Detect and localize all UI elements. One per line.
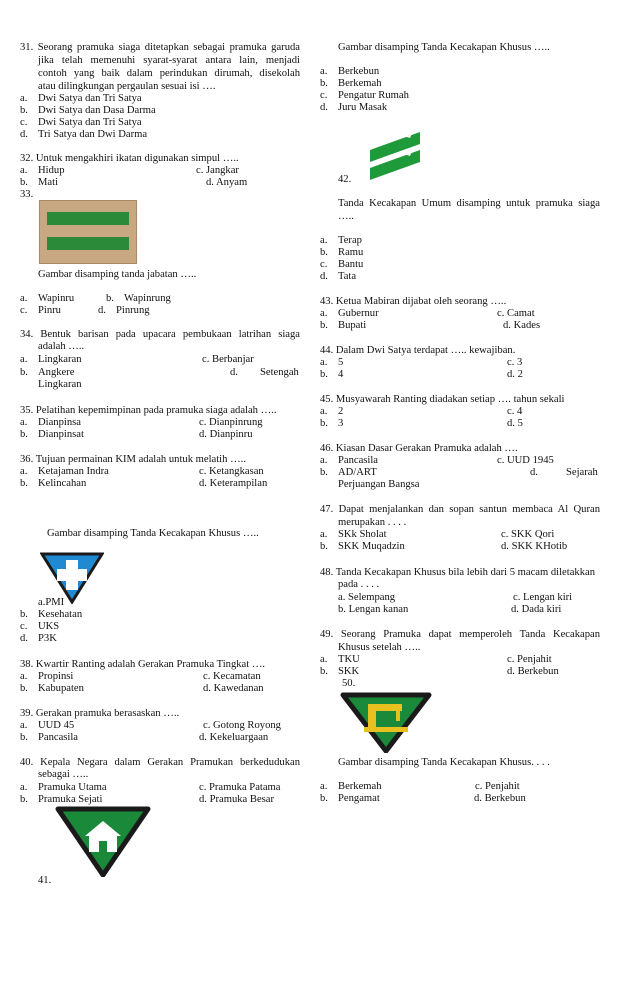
q39-opt-c[interactable]: c. Gotong Royong <box>203 720 281 731</box>
q42-opt-b-letter: b. <box>320 247 328 258</box>
q31-line3: contoh yang baik dalam perindukan dirumah, disekolah <box>38 68 300 79</box>
q35-opt-b[interactable]: Dianpinsat <box>38 429 84 440</box>
q40-opt-a-letter: a. <box>20 782 28 793</box>
q31-opt-c[interactable]: Dwi Satya dan Tri Satya <box>38 117 142 128</box>
q42-opt-b[interactable]: Ramu <box>338 247 364 258</box>
q41-number: 41. <box>38 875 52 886</box>
q38-question: 38. Kwartir Ranting adalah Gerakan Pramuka Tingkat …. <box>20 659 266 670</box>
q45-question: 45. Musyawarah Ranting diadakan setiap …. tahun sekali <box>320 394 565 405</box>
q41-opt-a-letter: a. <box>320 66 328 77</box>
q31-opt-d[interactable]: Tri Satya dan Dwi Darma <box>38 129 148 140</box>
q34-line2: adalah ….. <box>38 341 85 352</box>
q39-opt-a[interactable]: UUD 45 <box>38 720 75 731</box>
q33-opt-b-letter: b. <box>106 293 114 304</box>
q34-opt-a[interactable]: Lingkaran <box>38 354 82 365</box>
q37-caption: Gambar disamping Tanda Kecakapan Khusus ….. <box>47 528 259 539</box>
q47-opt-b[interactable]: SKK Muqadzin <box>338 541 405 552</box>
q35-opt-b-letter: b. <box>20 429 28 440</box>
q48-opt-c[interactable]: c. Lengan kiri <box>513 592 573 603</box>
q47-line1: 47. Dapat menjalankan dan sopan santun membaca Al Quran <box>320 504 600 515</box>
q44-opt-b[interactable]: 4 <box>338 369 344 380</box>
q33-opt-a[interactable]: Wapinru <box>38 293 75 304</box>
q33-number: 33. <box>20 189 34 200</box>
q41-opt-d-letter: d. <box>320 102 328 113</box>
q50-caption: Gambar disamping Tanda Kecakapan Khusus. . . . <box>338 757 550 768</box>
q37-opt-d-letter: d. <box>20 633 28 644</box>
q34-opt-d-cont: Lingkaran <box>38 379 82 390</box>
q46-opt-c[interactable]: c. UUD 1945 <box>497 455 554 466</box>
q44-opt-c[interactable]: c. 3 <box>507 357 523 368</box>
q46-opt-d-cont: Perjuangan Bangsa <box>338 479 420 490</box>
q42-line1: Tanda Kecakapan Umum disamping untuk pramuka siaga <box>338 198 600 209</box>
q33-opt-d[interactable]: Pinrung <box>116 305 150 316</box>
q31-line1: 31. Seorang pramuka siaga ditetapkan sebagai pramuka garuda <box>20 42 300 53</box>
q46-opt-b-letter: b. <box>320 467 328 478</box>
q45-opt-c[interactable]: c. 4 <box>507 406 523 417</box>
q38-opt-b-letter: b. <box>20 683 28 694</box>
q50-opt-b-letter: b. <box>320 793 328 804</box>
q44-opt-a[interactable]: 5 <box>338 357 344 368</box>
q50-opt-d[interactable]: d. Berkebun <box>474 793 526 804</box>
q42-opt-c-letter: c. <box>320 259 328 270</box>
q42-number: 42. <box>338 174 352 185</box>
camping-badge-image <box>55 805 151 877</box>
q32-opt-b[interactable]: Mati <box>38 177 59 188</box>
tailor-badge-image <box>340 691 432 753</box>
q31-opt-c-letter: c. <box>20 117 28 128</box>
rank-bars-image <box>39 200 137 264</box>
q38-opt-a-letter: a. <box>20 671 28 682</box>
q41-caption: Gambar disamping Tanda Kecakapan Khusus ….. <box>338 42 550 53</box>
q40-opt-a[interactable]: Pramuka Utama <box>38 782 107 793</box>
q37-opt-b[interactable]: Kesehatan <box>38 609 83 620</box>
q39-opt-b-letter: b. <box>20 732 28 743</box>
q43-opt-c[interactable]: c. Camat <box>497 308 535 319</box>
q37-opt-c[interactable]: UKS <box>38 621 60 632</box>
q37-opt-b-letter: b. <box>20 609 28 620</box>
q39-opt-d[interactable]: d. Kekeluargaan <box>199 732 269 743</box>
q43-opt-b-letter: b. <box>320 320 328 331</box>
q39-opt-a-letter: a. <box>20 720 28 731</box>
q32-question: 32. Untuk mengakhiri ikatan digunakan simpul ….. <box>20 153 239 164</box>
q45-opt-d[interactable]: d. 5 <box>507 418 523 429</box>
q35-opt-c[interactable]: c. Dianpinrung <box>199 417 263 428</box>
q34-line1: 34. Bentuk barisan pada upacara pembukaan latrihan siaga <box>20 329 300 340</box>
q32-opt-a[interactable]: Hidup <box>38 165 65 176</box>
q33-opt-a-letter: a. <box>20 293 28 304</box>
q41-opt-b[interactable]: Berkemah <box>338 78 382 89</box>
q31-line4: atau dilingkungan pergaulan sesuai isi …. <box>38 81 216 92</box>
first-aid-badge-image <box>40 548 104 604</box>
q49-opt-a[interactable]: TKU <box>338 654 360 665</box>
q45-opt-b[interactable]: 3 <box>338 418 344 429</box>
q34-opt-c[interactable]: c. Berbanjar <box>202 354 254 365</box>
q36-opt-d[interactable]: d. Keterampilan <box>199 478 268 489</box>
q46-opt-b[interactable]: AD/ART <box>338 467 377 478</box>
q42-opt-a[interactable]: Terap <box>338 235 362 246</box>
q46-opt-a-letter: a. <box>320 455 328 466</box>
q31-opt-b-letter: b. <box>20 105 28 116</box>
q48-opt-a[interactable]: a. Selempang <box>338 592 396 603</box>
q40-opt-b[interactable]: Pramuka Sejati <box>38 794 103 805</box>
tku-stripes-image <box>366 126 424 182</box>
q49-opt-b[interactable]: SKK <box>338 666 360 677</box>
q36-opt-b-letter: b. <box>20 478 28 489</box>
q46-opt-d-letter: d. <box>530 467 538 478</box>
q45-opt-b-letter: b. <box>320 418 328 429</box>
q49-opt-b-letter: b. <box>320 666 328 677</box>
q35-opt-a-letter: a. <box>20 417 28 428</box>
q43-opt-a-letter: a. <box>320 308 328 319</box>
q35-opt-d[interactable]: d. Dianpinru <box>199 429 253 440</box>
q47-opt-a[interactable]: SKk Sholat <box>338 529 387 540</box>
q48-line1: 48. Tanda Kecakapan Khusus bila lebih dari 5 macam diletakkan <box>320 567 595 578</box>
q38-opt-d[interactable]: d. Kawedanan <box>203 683 264 694</box>
q42-opt-c[interactable]: Bantu <box>338 259 364 270</box>
q41-opt-c-letter: c. <box>320 90 328 101</box>
q36-question: 36. Tujuan permainan KIM adalah untuk melatih ….. <box>20 454 246 465</box>
q34-opt-d[interactable]: Setengah <box>260 367 299 378</box>
q39-opt-b[interactable]: Pancasila <box>38 732 79 743</box>
q40-opt-b-letter: b. <box>20 794 28 805</box>
q44-opt-b-letter: b. <box>320 369 328 380</box>
q34-opt-b-letter: b. <box>20 367 28 378</box>
q33-opt-c-letter: c. <box>20 305 28 316</box>
q46-opt-d[interactable]: Sejarah <box>566 467 598 478</box>
q31-opt-a[interactable]: Dwi Satya dan Tri Satya <box>38 93 142 104</box>
q47-opt-a-letter: a. <box>320 529 328 540</box>
q43-opt-b[interactable]: Bupati <box>338 320 367 331</box>
q36-opt-b[interactable]: Kelincahan <box>38 478 87 489</box>
q34-opt-d-letter: d. <box>230 367 238 378</box>
q40-line1: 40. Kepala Negara dalam Gerakan Pramukan berkedudukan <box>20 757 300 768</box>
q43-opt-a[interactable]: Gubernur <box>338 308 379 319</box>
q44-opt-a-letter: a. <box>320 357 328 368</box>
q49-line2: Khusus setelah ….. <box>338 642 421 653</box>
q50-opt-a[interactable]: Berkemah <box>338 781 382 792</box>
q40-line2: sebagai ….. <box>38 769 89 780</box>
q34-opt-b[interactable]: Angkere <box>38 367 75 378</box>
q43-question: 43. Ketua Mabiran dijabat oleh seorang ….. <box>320 296 507 307</box>
q47-opt-d[interactable]: d. SKK KHotib <box>501 541 568 552</box>
q40-opt-d[interactable]: d. Pramuka Besar <box>199 794 275 805</box>
q37-opt-c-letter: c. <box>20 621 28 632</box>
q31-opt-b[interactable]: Dwi Satya dan Dasa Darma <box>38 105 156 116</box>
q45-opt-a[interactable]: 2 <box>338 406 344 417</box>
q41-opt-d[interactable]: Juru Masak <box>338 102 388 113</box>
q46-opt-a[interactable]: Pancasila <box>338 455 379 466</box>
q47-opt-b-letter: b. <box>320 541 328 552</box>
q49-line1: 49. Seorang Pramuka dapat memperoleh Tanda Kecakapan <box>320 629 600 640</box>
q42-line2: ….. <box>338 211 354 222</box>
q42-opt-d[interactable]: Tata <box>338 271 357 282</box>
q31-line2: jika telah memenuhi syarat-syarat antara lain, menjadi <box>38 55 300 66</box>
q41-opt-c[interactable]: Pengatur Rumah <box>338 90 409 101</box>
q31-opt-d-letter: d. <box>20 129 28 140</box>
q32-opt-d[interactable]: d. Anyam <box>206 177 248 188</box>
q33-opt-c[interactable]: Pinru <box>38 305 61 316</box>
q44-question: 44. Dalam Dwi Satya terdapat ….. kewajiban. <box>320 345 516 356</box>
q33-caption: Gambar disamping tanda jabatan ….. <box>38 269 197 280</box>
q44-opt-d[interactable]: d. 2 <box>507 369 523 380</box>
q47-line2: merupakan . . . . <box>338 517 407 528</box>
q32-opt-b-letter: b. <box>20 177 28 188</box>
q50-number: 50. <box>342 678 356 689</box>
q36-opt-c[interactable]: c. Ketangkasan <box>199 466 264 477</box>
q48-opt-d[interactable]: d. Dada kiri <box>511 604 562 615</box>
q36-opt-a[interactable]: Ketajaman Indra <box>38 466 109 477</box>
q38-opt-c[interactable]: c. Kecamatan <box>203 671 261 682</box>
q42-opt-a-letter: a. <box>320 235 328 246</box>
q32-opt-c[interactable]: c. Jangkar <box>196 165 239 176</box>
q43-opt-d[interactable]: d. Kades <box>503 320 541 331</box>
q34-opt-a-letter: a. <box>20 354 28 365</box>
q33-opt-d-letter: d. <box>98 305 106 316</box>
q37-opt-a[interactable]: a.PMI <box>38 597 65 608</box>
q38-opt-b[interactable]: Kabupaten <box>38 683 84 694</box>
q41-opt-a[interactable]: Berkebun <box>338 66 380 77</box>
q46-question: 46. Kiasan Dasar Gerakan Pramuka adalah …. <box>320 443 518 454</box>
q41-opt-b-letter: b. <box>320 78 328 89</box>
q50-opt-b[interactable]: Pengamat <box>338 793 380 804</box>
q35-question: 35. Pelatihan kepemimpinan pada pramuka siaga adalah ….. <box>20 405 277 416</box>
q33-opt-b[interactable]: Wapinrung <box>124 293 171 304</box>
q48-line2: pada . . . . <box>338 579 380 590</box>
q32-opt-a-letter: a. <box>20 165 28 176</box>
q42-opt-d-letter: d. <box>320 271 328 282</box>
q39-question: 39. Gerakan pramuka berasaskan ….. <box>20 708 180 719</box>
q36-opt-a-letter: a. <box>20 466 28 477</box>
q50-opt-a-letter: a. <box>320 781 328 792</box>
q45-opt-a-letter: a. <box>320 406 328 417</box>
q38-opt-a[interactable]: Propinsi <box>38 671 74 682</box>
q48-opt-b[interactable]: b. Lengan kanan <box>338 604 409 615</box>
q37-opt-d[interactable]: P3K <box>38 633 57 644</box>
q47-opt-c[interactable]: c. SKK Qori <box>501 529 555 540</box>
q49-opt-a-letter: a. <box>320 654 328 665</box>
q49-opt-d[interactable]: d. Berkebun <box>507 666 559 677</box>
q35-opt-a[interactable]: Dianpinsa <box>38 417 81 428</box>
q31-opt-a-letter: a. <box>20 93 28 104</box>
q49-opt-c[interactable]: c. Penjahit <box>507 654 552 665</box>
q40-opt-c[interactable]: c. Pramuka Patama <box>199 782 281 793</box>
q50-opt-c[interactable]: c. Penjahit <box>475 781 520 792</box>
